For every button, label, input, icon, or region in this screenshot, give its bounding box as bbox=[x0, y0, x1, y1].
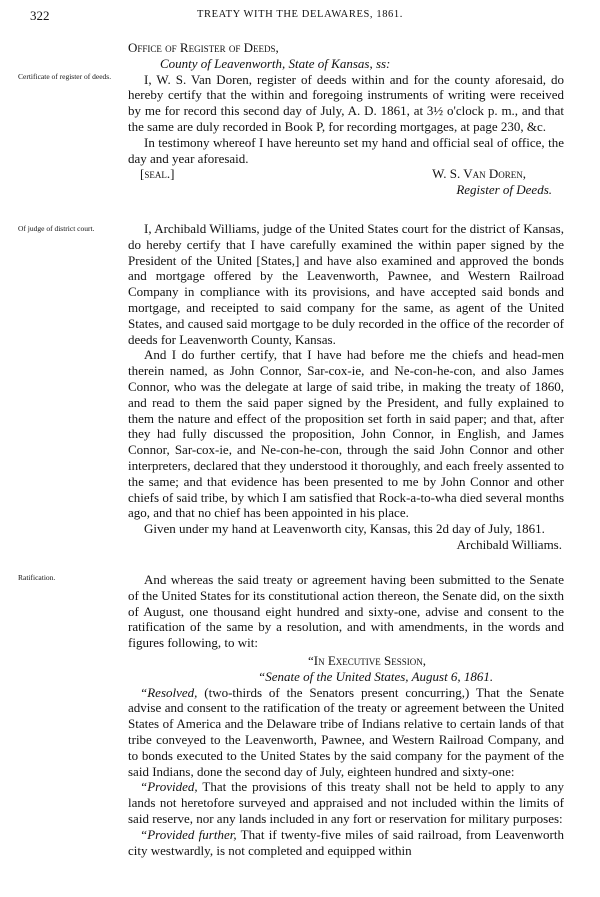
ratification-section bbox=[128, 572, 564, 858]
testimony-text: In testimony whereof I have hereunto set my hand and official seal of office, the day and year aforesaid. bbox=[128, 134, 564, 166]
resolved-body: (two-thirds of the Senators present concurring,) That the Senate advise and consent to the ratification of the treaty or agreement between the United States of America and the Delaware tribe of Indians relative to certain lands of that tribe conveyed to the Leavenworth, Pawnee, and Western Railroad Company, and to bonds executed to the United States by the said company for the payment of the said Indians, done the second day of July, eighteen hundred and sixty-one: bbox=[128, 684, 564, 779]
register-section bbox=[128, 40, 564, 198]
page-header bbox=[30, 8, 570, 24]
provided-body: That the provisions of this treaty shall not be held to apply to any lands not heretofore surveyed and appraised and not included within the limits of said reserve, nor any lands included in any fort or reservation for military purposes: bbox=[128, 779, 564, 826]
register-certificate-text: I, W. S. Van Doren, register of deeds within and for the county aforesaid, do hereby certify that the within and foregoing instruments of writing were received by me for record this second day of July, A. D. 1861, at 3½ o'clock p. m., and that the same are duly recorded in Book P, for recording mortgages, at page 230, &c. bbox=[128, 71, 564, 134]
resolved-lead: “Resolved, bbox=[140, 684, 198, 700]
ratification-intro: And whereas the said treaty or agreement having been submitted to the Senate of the United States for its constitutional action thereon, the Senate did, on the sixth of August, one thousand eight hundred and sixty-one, advise and consent to the ratification of the same by a resolution, and with amendments, in the words and figures following, to wit: bbox=[128, 572, 564, 651]
margin-note-ratification: Ratification. bbox=[18, 573, 56, 582]
provided-paragraph bbox=[128, 779, 564, 826]
county-line: County of Leavenworth, State of Kansas, ss: bbox=[160, 55, 391, 71]
judge-section bbox=[128, 221, 564, 553]
resolved-paragraph bbox=[128, 685, 564, 780]
margin-note-judge: Of judge of district court. bbox=[18, 224, 95, 233]
provided-further-body: That if twenty-five miles of said railroad, from Leavenworth city westwardly, is not completed and equipped within bbox=[128, 826, 564, 858]
running-title: TREATY WITH THE DELAWARES, 1861. bbox=[197, 9, 403, 20]
executive-session-title: “In Executive Session, bbox=[308, 652, 427, 668]
provided-lead: “Provided, bbox=[140, 779, 198, 795]
judge-paragraph-2: And I do further certify, that I have had before me the chiefs and head-men therein named, as John Connor, Sar-cox-ie, and Ne-con-he-con, and also James Connor, who was the delegate at large of said tribe, in making the treaty of 1860, and read to them the said paper signed by the President, and fully explained to them the nature and effect of the proposition set forth in said paper; and that, after they had fully discussed the proposition, John Connor, in English, and James Connor, Sar-cox-ie, and Ne-con-he-con, through the said John Connor and other interpreters, declared that they understood it thoroughly, and each freely assented to the same; and that evidence has been presented to me by John Connor and other chiefs of said tribe, by which I am satisfied that Rock-a-to-wha died several months ago, and that no chief has been appointed in his place. bbox=[128, 347, 564, 521]
provided-further-paragraph bbox=[128, 827, 564, 859]
given-under-hand: Given under my hand at Leavenworth city, Kansas, this 2d day of July, 1861. bbox=[144, 521, 545, 537]
judge-paragraph-1: I, Archibald Williams, judge of the United States court for the district of Kansas, do hereby certify that I have carefully examined the within paper signed by the President of the United [States,] and have also examined and approved the bonds and mortgage offered by the Leavenworth, Pawnee, and Western Railroad Company in compliance with its provisions, and have accepted said bonds and mortgage, and receipted to said company for the same, as agent of the United States, and caused said mortgage to be duly recorded in the office of the recorder of deeds for Leavenworth County, Kansas. bbox=[128, 221, 564, 347]
office-line: Office of Register of Deeds, bbox=[128, 40, 279, 55]
register-signature-name: W. S. Van Doren, bbox=[432, 166, 526, 182]
seal-label: [seal.] bbox=[140, 166, 175, 182]
seal-signature-line bbox=[128, 166, 564, 182]
senate-date-line: “Senate of the United States, August 6, 1861. bbox=[258, 668, 494, 684]
margin-note-certificate: Certificate of register of deeds. bbox=[18, 72, 112, 81]
provided-further-lead: “Provided further, bbox=[140, 826, 237, 842]
judge-signature: Archibald Williams. bbox=[456, 536, 562, 552]
register-signature-title: Register of Deeds. bbox=[456, 182, 552, 198]
page-number: 322 bbox=[30, 8, 50, 23]
